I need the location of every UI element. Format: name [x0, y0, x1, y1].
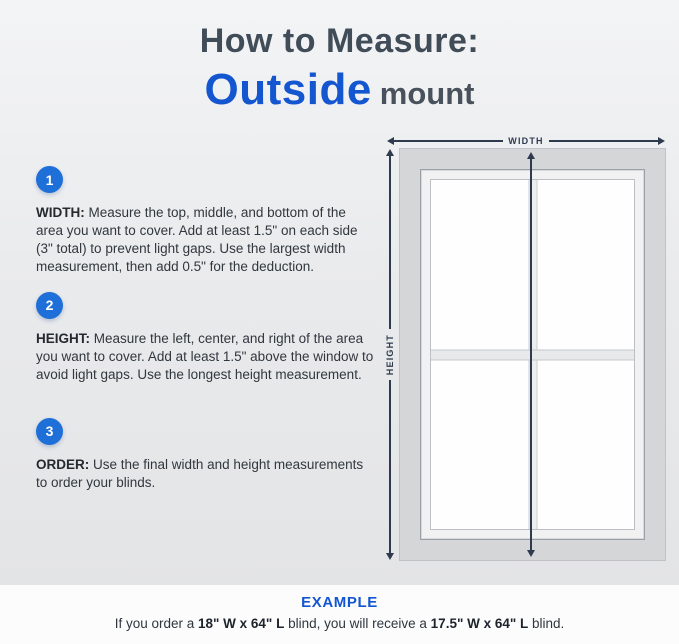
mount-type-highlight: Outside: [204, 65, 372, 114]
step-1-text: [36, 204, 374, 276]
page-title: How to Measure:: [199, 22, 480, 60]
step-2-text: [36, 330, 374, 384]
page-subtitle: [0, 65, 679, 115]
width-arrow: [387, 136, 665, 146]
step-1-body: Measure the top, middle, and bottom of the area you want to cover. Add at least 1.5" on each side (3" total) to prevent light gaps. Use the largest width measurement, then add 0.5" for the deduction.: [36, 205, 358, 274]
height-label: HEIGHT: [385, 333, 395, 376]
step-3-text: [36, 456, 374, 492]
width-label: WIDTH: [508, 136, 544, 146]
step-3-label: ORDER:: [36, 456, 90, 472]
example-footer: [0, 584, 679, 644]
step-1-badge: 1: [36, 166, 63, 193]
ordered-size: 18" W x 64" L: [198, 616, 285, 631]
center-measure-line: [526, 152, 536, 557]
arrow-down-icon: [527, 550, 535, 557]
arrow-up-icon: [527, 152, 535, 159]
example-heading: EXAMPLE: [301, 594, 378, 611]
height-arrow: [385, 149, 395, 560]
arrow-right-icon: [658, 137, 665, 145]
window-diagram: [385, 136, 666, 561]
arrow-up-icon: [386, 149, 394, 156]
step-order: [36, 418, 374, 492]
step-3-body: Use the final width and height measurements to order your blinds.: [36, 456, 364, 490]
step-width: [36, 166, 374, 276]
arrow-left-icon: [387, 137, 394, 145]
page-header: [0, 22, 679, 115]
mount-type-suffix: mount: [379, 76, 475, 111]
step-2-body: Measure the left, center, and right of the area you want to cover. Add at least 1.5" above the window to avoid light gaps. Use the longest height measurement.: [36, 330, 374, 382]
step-2-badge: 2: [36, 292, 63, 319]
step-height: [36, 292, 374, 384]
instruction-steps: [36, 166, 374, 508]
received-size: 17.5" W x 64" L: [430, 616, 529, 631]
example-sentence: If you order a 18" W x 64" L blind, you will receive a 17.5" W x 64" L blind.: [114, 616, 565, 631]
step-2-label: HEIGHT:: [36, 330, 90, 346]
step-3-badge: 3: [36, 418, 63, 445]
step-1-label: WIDTH:: [36, 205, 85, 220]
arrow-down-icon: [386, 553, 394, 560]
